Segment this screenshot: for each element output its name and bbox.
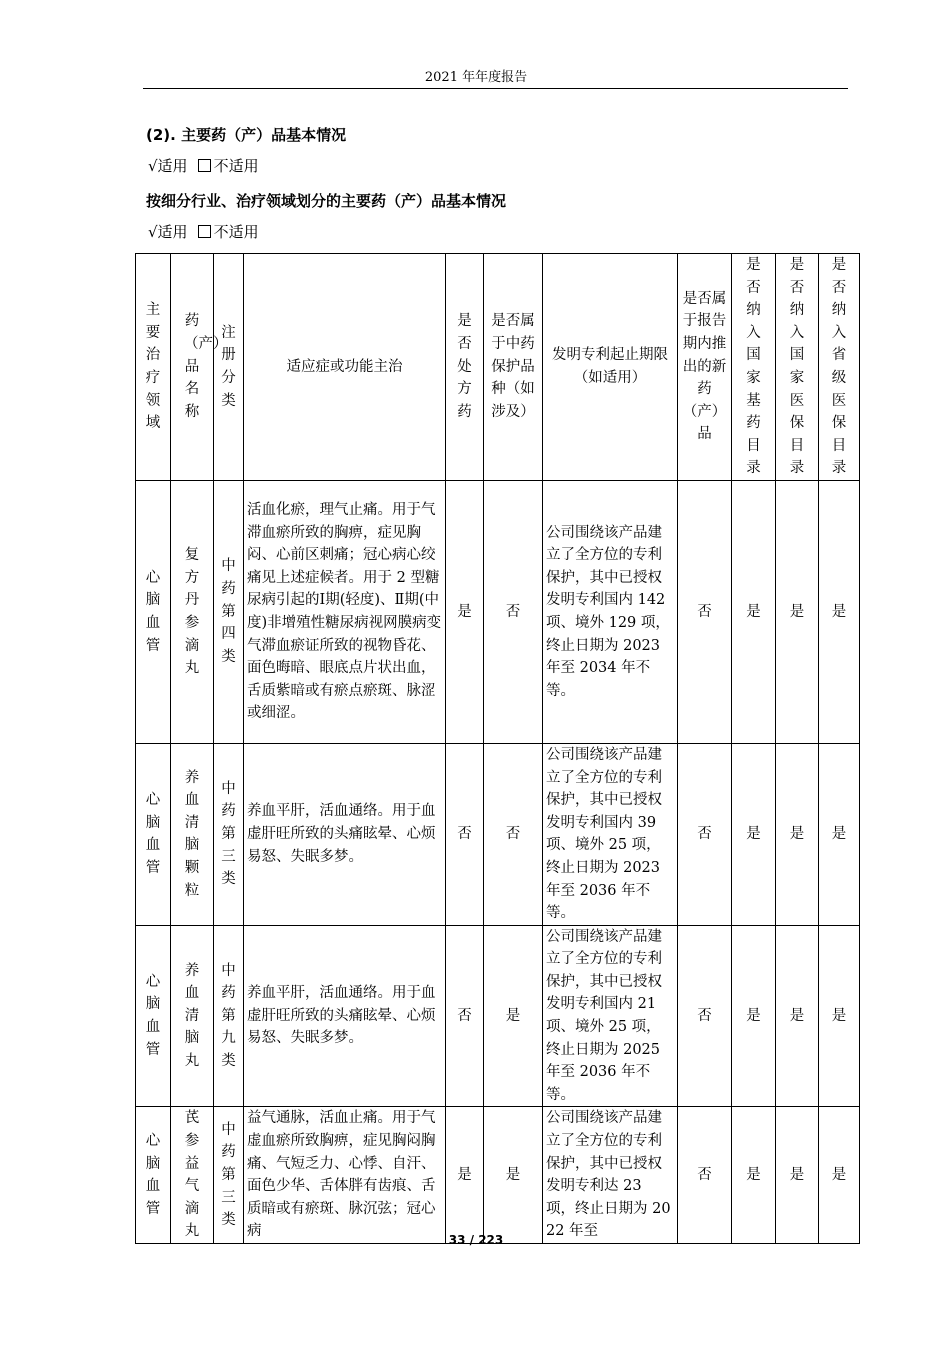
cell-national-insurance: 是 <box>776 480 819 743</box>
cell-new-drug: 否 <box>678 925 732 1107</box>
header-cell: 主要治疗领域 <box>136 254 171 481</box>
cell-patent: 公司围绕该产品建立了全方位的专利保护，其中已授权发明专利国内 142 项、境外 129 项，终止日期为 2023 年至 2034 年不等。 <box>543 480 678 743</box>
cell-protected: 否 <box>484 480 543 743</box>
cell-new-drug: 否 <box>678 480 732 743</box>
cell-category: 中药第三类 <box>214 1107 244 1244</box>
cell-area: 心脑血管 <box>136 1107 171 1244</box>
applicable-option-2 <box>148 221 259 242</box>
not-applicable-label: 不适用 <box>213 157 259 175</box>
header-cell: 是否纳入省级医保目录 <box>819 254 860 481</box>
cell-patent: 公司围绕该产品建立了全方位的专利保护，其中已授权发明专利达 23 项，终止日期为 2022 年至 <box>543 1107 678 1244</box>
cell-prescription: 是 <box>446 1107 484 1244</box>
cell-category: 中药第九类 <box>214 925 244 1107</box>
cell-patent: 公司围绕该产品建立了全方位的专利保护，其中已授权发明专利国内 39 项、境外 25 项，终止日期为 2023 年至 2036 年不等。 <box>543 743 678 925</box>
table-row <box>136 480 860 743</box>
applicable-label: √适用 <box>148 223 188 241</box>
cell-basic-list: 是 <box>732 925 776 1107</box>
cell-area: 心脑血管 <box>136 480 171 743</box>
applicable-option <box>148 155 259 176</box>
cell-name: 养血清脑丸 <box>171 925 214 1107</box>
table-row <box>136 743 860 925</box>
cell-basic-list: 是 <box>732 743 776 925</box>
header-cell: 适应症或功能主治 <box>244 254 446 481</box>
header-divider <box>143 88 848 89</box>
cell-provincial-insurance: 是 <box>819 1107 860 1244</box>
cell-new-drug: 否 <box>678 743 732 925</box>
cell-category: 中药第四类 <box>214 480 244 743</box>
cell-basic-list: 是 <box>732 480 776 743</box>
cell-protected: 是 <box>484 925 543 1107</box>
table-subtitle: 按细分行业、治疗领域划分的主要药（产）品基本情况 <box>146 192 507 210</box>
cell-protected: 否 <box>484 743 543 925</box>
header-cell: 是否纳入国家基药目录 <box>732 254 776 481</box>
report-header: 2021 年年度报告 <box>424 70 528 85</box>
drug-table <box>135 253 860 1244</box>
header-cell: 是否属于中药保护品种（如涉及） <box>484 254 543 481</box>
cell-indication: 活血化瘀，理气止痛。用于气滞血瘀所致的胸痹，症见胸闷、心前区刺痛；冠心病心绞痛见上述症候者。用于 2 型糖尿病引起的Ⅰ期(轻度)、Ⅱ期(中度)非增殖性糖尿病视网膜病变气滞血瘀证所致的视物昏花、面色晦暗、眼底点片状出血，舌质紫暗或有瘀点瘀斑、脉涩或细涩。 <box>244 480 446 743</box>
cell-indication: 养血平肝，活血通络。用于血虚肝旺所致的头痛眩晕、心烦易怒、失眠多梦。 <box>244 925 446 1107</box>
cell-area: 心脑血管 <box>136 743 171 925</box>
not-applicable-label: 不适用 <box>213 223 259 241</box>
checkbox-icon <box>198 225 211 238</box>
cell-national-insurance: 是 <box>776 1107 819 1244</box>
cell-provincial-insurance: 是 <box>819 480 860 743</box>
cell-prescription: 是 <box>446 480 484 743</box>
cell-protected: 是 <box>484 1107 543 1244</box>
table-row <box>136 1107 860 1244</box>
page-number: 33 / 223 <box>448 1233 504 1247</box>
cell-new-drug: 否 <box>678 1107 732 1244</box>
cell-prescription: 否 <box>446 925 484 1107</box>
header-cell: 是否属于报告期内推出的新药（产）品 <box>678 254 732 481</box>
header-cell: 是否处方药 <box>446 254 484 481</box>
cell-name: 养血清脑颗粒 <box>171 743 214 925</box>
cell-name: 复方丹参滴丸 <box>171 480 214 743</box>
header-cell: 注册分类 <box>214 254 244 481</box>
cell-name: 芪参益气滴丸 <box>171 1107 214 1244</box>
cell-prescription: 否 <box>446 743 484 925</box>
table-row <box>136 925 860 1107</box>
cell-basic-list: 是 <box>732 1107 776 1244</box>
cell-national-insurance: 是 <box>776 743 819 925</box>
cell-category: 中药第三类 <box>214 743 244 925</box>
cell-indication: 养血平肝，活血通络。用于血虚肝旺所致的头痛眩晕、心烦易怒、失眠多梦。 <box>244 743 446 925</box>
cell-provincial-insurance: 是 <box>819 925 860 1107</box>
header-cell: 是否纳入国家医保目录 <box>776 254 819 481</box>
header-cell: 药（产）品名称 <box>171 254 214 481</box>
cell-indication: 益气通脉，活血止痛。用于气虚血瘀所致胸痹，症见胸闷胸痛、气短乏力、心悸、自汗、面色少华、舌体胖有齿痕、舌质暗或有瘀斑、脉沉弦；冠心病 <box>244 1107 446 1244</box>
section-title: (2). 主要药（产）品基本情况 <box>146 126 347 144</box>
cell-area: 心脑血管 <box>136 925 171 1107</box>
cell-patent: 公司围绕该产品建立了全方位的专利保护，其中已授权发明专利国内 21 项、境外 25 项，终止日期为 2025 年至 2036 年不等。 <box>543 925 678 1107</box>
checkbox-icon <box>198 159 211 172</box>
cell-national-insurance: 是 <box>776 925 819 1107</box>
table-header-row <box>136 254 860 481</box>
header-cell: 发明专利起止期限（如适用） <box>543 254 678 481</box>
applicable-label: √适用 <box>148 157 188 175</box>
cell-provincial-insurance: 是 <box>819 743 860 925</box>
